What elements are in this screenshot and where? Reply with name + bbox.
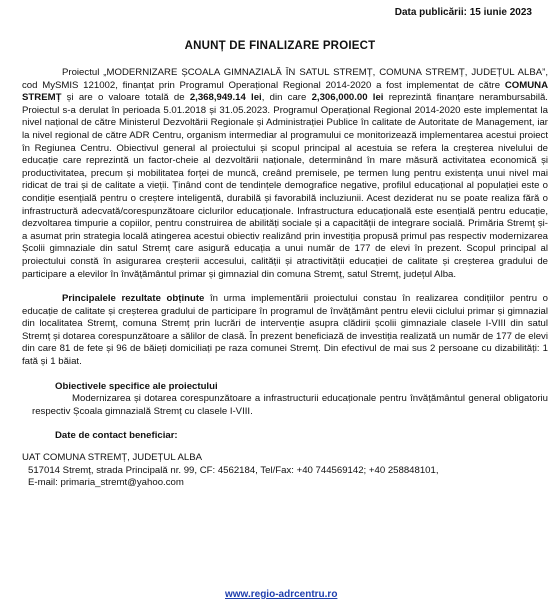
grant-value: 2,306,000.00 lei [311,92,384,104]
project-text-part1: Proiectul „MODERNIZARE ȘCOALA GIMNAZIALĂ ÎN SATUL STREMȚ, COMUNA STREMȚ, JUDEȚUL ALBA”, cod MySMIS 121002, finanțat prin Programul Operațional Regional 2014-2020 a fost implementat de către [22,67,548,91]
contact-name: UAT COMUNA STREMȚ, JUDEȚUL ALBA [22,452,202,464]
publication-date: Data publicării: 15 iunie 2023 [394,7,532,18]
total-value: 2,368,949.14 lei [189,92,262,104]
project-text-part2: și are o valoare totală de [61,92,190,104]
page-title: ANUNȚ DE FINALIZARE PROIECT [184,40,376,52]
contact-email: E-mail: primaria_stremt@yahoo.com [28,477,184,489]
objectives-text: Modernizarea și dotarea corespunzătoare a infrastructurii educaționale pentru învățământul general obligatoriu respectiv Școala gimnazială Stremț cu clasele I-VIII. [32,393,548,417]
project-text-part4: reprezintă finanțare nerambursabilă. Proiectul s-a derulat în perioada 5.01.2018 și 31.05.2023. Programul Operațional Regional 2014-2020 este implementat la nivel național de către Ministerul Dezvoltării Regionale și Administrației Publice în calitate de Autoritate de Management, iar la nivel regional de către ADR Centru, organism intermediar al programului ce monitorizează implementarea acestui proiect în Regiunea Centru. Obiectivul general al proiectului și scopul principal al acestuia se refera la creșterea nivelului de educație care reprezintă un factor-cheie al dezvoltării naționale, determinând în mare măsură activitatea economică și productivitatea, precum și mobilitatea forței de muncă, creând premisele, pe termen lung pentru existența unui nivel mai ridicat de trai și de calitate a vieții. Ținând cont de tendințele demografice negative, profilul educațional al populației este o condiție esențială pentru o creștere inteligentă, durabilă și favorabilă incluziunii. Acest deziderat nu se poate realiza fără o infrastructură adecvată/corespunzătoare ciclurilor educaționale. Infrastructura educațională este esențială pentru educație, dezvoltarea timpurie a copiilor, pentru construirea de abilități sociale și a capacității de integrare socială. Primăria Stremț și-a asumat prin strategia locală atingerea acestui obiectiv realizând prin investiția propusă primul pas respectiv modernizarea Școlii gimnaziale din satul Stremț care asigură educația a unui număr de 177 de elevi în prezent. Scopul principal al proiectului constă în asigurarea creșterii accesului, calității și atractivității educației de calitate și creșterea gradului de participare a elevilor în învățământul primar și gimnazial din comuna Stremț, satul Stremț, județul Alba. [22,92,548,280]
contact-address: 517014 Stremț, strada Principală nr. 99, CF: 4562184, Tel/Fax: +40 744569142; +40 258848101, [28,464,439,476]
project-description-paragraph [22,67,548,281]
website-link[interactable]: www.regio-adrcentru.ro [225,589,338,600]
results-paragraph [22,293,548,369]
contact-heading: Date de contact beneficiar: [55,430,178,442]
results-text: în urma implementării proiectului constau în realizarea condițiilor pentru o educație de calitate și creșterea gradului de participare în programul de învățământ pentru elevii ciclului primar și gimnazial din localitatea Stremț, comuna Stremț prin lucrări de intervenție asupra clădirii școlii gimnaziale clasele I-VIII din satul Stremț și dotarea corespunzătoare a sălilor de clasă. În prezent beneficiază de investiția realizată un număr de 177 de elevi din care 81 de fete și 96 de băieți domiciliați pe raza comunei Stremț. Din efectivul de mai sus 2 persoane cu dizabilități: 1 fată și 1 băiat. [22,293,548,368]
objectives-heading: Obiectivele specifice ale proiectului [55,380,218,392]
document-body [22,67,548,490]
beneficiary-name: COMUNA STREMȚ [22,79,548,104]
results-lead: Principalele rezultate obținute [62,293,205,305]
project-text-part3: , din care [261,92,312,104]
